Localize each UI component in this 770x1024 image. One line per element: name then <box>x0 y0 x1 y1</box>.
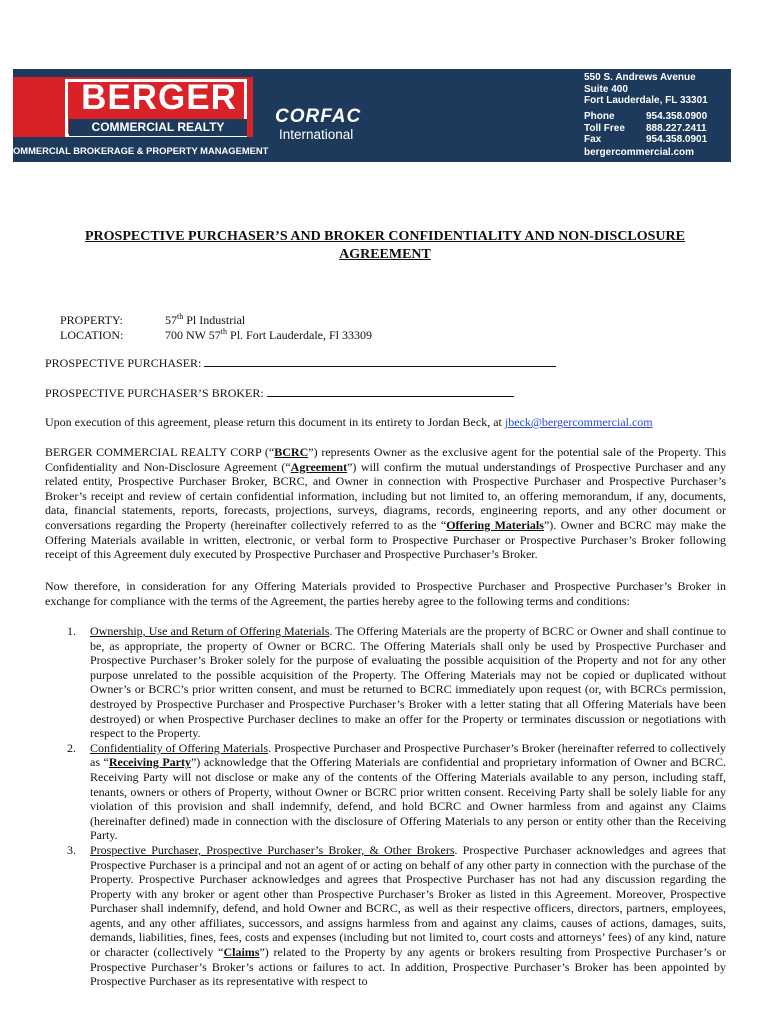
prospective-broker-field <box>45 386 514 400</box>
contact-row <box>584 111 729 123</box>
contact-row <box>584 123 729 135</box>
contact-value: 888.227.2411 <box>646 122 707 134</box>
contact-value: 954.358.0901 <box>646 134 708 145</box>
phone-list <box>584 111 729 146</box>
contact-value: 954.358.0900 <box>646 111 708 122</box>
location-value: 700 NW 57th Pl. Fort Lauderdale, Fl 33309 <box>165 327 372 342</box>
berger-logo-text: BERGER <box>81 78 237 117</box>
corfac-logo <box>275 107 361 143</box>
prospective-broker-blank[interactable] <box>267 386 514 397</box>
term-heading: Ownership, Use and Return of Offering Materials <box>90 624 330 638</box>
document-title <box>45 228 725 264</box>
term-body: . The Offering Materials are the property of BCRC or Owner and shall continue to be, as appropriate, the property of Owner or BCRC. The Offering Materials shall only be used by Prospective Purchaser and Prospective Purchaser’s Broker solely for the purpose of evaluating the possible acquisition of the Property and not for any other purpose unrelated to the possible acquisition of the Property. The Offering Materials may not be copied or duplicated without Owner’s or BCRC’s prior written consent, and must be returned to BCRC immediately upon request (or, with BCRCs permission, destroyed by Prospective Purchaser and Prospective Purchaser’s Broker with a letter stating that all Offering Materials have been destroyed) or when Prospective Purchaser declines to make an offer for the Property or terminates discussion or negotiations with respect to the Property. <box>90 624 727 741</box>
title-line: AGREEMENT <box>339 247 431 262</box>
term-number: 2. <box>67 740 76 755</box>
address-line: Fort Lauderdale, FL 33301 <box>584 95 708 106</box>
contact-label: Toll Free <box>584 122 625 134</box>
prospective-purchaser-field <box>45 356 556 370</box>
prospective-broker-label: PROSPECTIVE PURCHASER’S BROKER: <box>45 386 264 400</box>
address-line: Suite 400 <box>584 83 628 95</box>
now-therefore-paragraph: Now therefore, in consideration for any Offering Materials provided to Prospective Purchaser and Prospective Purchaser’s Broker in exchange for compliance with the terms of the Agreement, the parties hereby agree to the following terms and conditions: <box>45 579 726 608</box>
company-website: bergercommercial.com <box>584 147 695 158</box>
term-heading: Confidentiality of Offering Materials <box>90 740 269 755</box>
term-number: 1. <box>67 624 76 638</box>
location-label: LOCATION: <box>60 328 124 342</box>
defined-term-claims: Claims <box>223 945 260 960</box>
defined-term-agreement: Agreement <box>290 459 348 474</box>
contact-label: Fax <box>584 134 602 145</box>
property-value: 57th Pl Industrial <box>165 312 246 327</box>
term-number: 3. <box>67 842 76 857</box>
defined-term-bcrc: BCRC <box>274 445 309 459</box>
defined-term-receiving-party: Receiving Party <box>108 755 191 770</box>
corfac-logo-mark: CORFAC <box>275 106 362 127</box>
intro-paragraph: BERGER COMMERCIAL REALTY CORP (“BCRC”) represents Owner as the exclusive agent for the potential sale of the Property. This Confidentiality and Non-Disclosure Agreement (“Agreement”) will confirm the mutual understandings of Prospective Purchaser and any related entity, Prospective Purchaser Broker, BCRC, and Owner in connection with Prospective Purchaser and Prospective Purchaser’s Broker’s receipt and review of certain confidential information, including but not limited to, an offering memorandum, if any, documents, data, financial statements, reports, forecasts, projections, surveys, diagrams, records, engineering reports, and any other document or conversations regarding the Property (hereinafter collectively referred to as the “Offering Materials”). Owner and BCRC may make the Offering Materials available in written, electronic, or verbal form to Prospective Purchaser or Prospective Purchaser’s Broker following receipt of this Agreement duly executed by Prospective Purchaser and Prospective Purchaser’s Broker. <box>45 445 726 562</box>
corfac-logo-subtitle: International <box>279 127 354 142</box>
term-heading: Prospective Purchaser, Prospective Purchaser’s Broker, & Other Brokers <box>90 842 455 857</box>
prospective-purchaser-blank[interactable] <box>204 356 556 367</box>
defined-term-offering-materials: Offering Materials <box>446 517 544 532</box>
term-item: 2. Confidentiality of Offering Materials. Prospective Purchaser and Prospective Purchaser’s Broker (hereinafter referred to collectively as “Receiving Party”) acknowledge that the Offering Materials are confidential and proprietary information of Owner and BCRC. Receiving Party will not disclose or make any of the contents of the Offering Materials available to any person, including staff, tenants, owners or others of Property, without Owner or BCRC prior written consent. Receiving Party shall be solely liable for any violation of this provision and shall indemnify, defend, and hold BCRC and Owner harmless from and against any Claims (hereinafter defined) made in connection with the disclosure of Offering Materials to any person or entity other than the Receiving Party. <box>67 740 727 843</box>
prospective-purchaser-label: PROSPECTIVE PURCHASER: <box>45 356 202 370</box>
term-item: 3. Prospective Purchaser, Prospective Purchaser’s Broker, & Other Brokers. Prospective Purchaser acknowledges and agrees that Prospective Purchaser is a principal and not an agent of or acting on behalf of any other party in connection with the purchase of the Property. Prospective Purchaser acknowledges and agrees that Prospective Purchaser has not had any discussion regarding the Property with any broker or agent other than Prospective Purchaser’s Broker as listed in this Agreement. Moreover, Prospective Purchaser shall indemnify, defend, and hold Owner and BCRC, as well as their respective officers, directors, partners, employees, agents, and any other affiliates, successors, and assigns harmless from and against any claims, causes of actions, damages, suits, demands, liabilities, fines, fees, costs and expenses (including but not limited to, court costs and attorneys’ fees) of any kind, nature or character (collectively “Claims”) related to the Property by any agents or brokers resulting from Prospective Purchaser’s or Prospective Purchaser’s Broker’s actions or failures to act. In addition, Prospective Purchaser’s Broker has been appointed by Prospective Purchaser as its representative with respect to <box>67 842 727 989</box>
property-label: PROPERTY: <box>60 313 123 327</box>
company-tagline: OMMERCIAL BROKERAGE & PROPERTY MANAGEMENT <box>13 145 269 156</box>
address-line: 550 S. Andrews Avenue <box>584 72 696 83</box>
return-instruction: Upon execution of this agreement, please return this document in its entirety to Jordan Beck, at jbeck@bergercommercial.com <box>45 415 653 429</box>
contact-row <box>584 134 729 146</box>
title-line: PROSPECTIVE PURCHASER’S AND BROKER CONFIDENTIALITY AND NON-DISCLOSURE <box>84 229 685 244</box>
berger-logo-subtitle: COMMERCIAL REALTY <box>69 119 247 136</box>
letterhead-banner <box>13 69 731 162</box>
term-item <box>45 624 726 741</box>
return-email-link[interactable]: jbeck@bergercommercial.com <box>504 415 653 429</box>
terms-list <box>45 624 726 989</box>
company-address <box>584 72 708 107</box>
location-row <box>60 325 372 342</box>
contact-label: Phone <box>584 111 615 122</box>
